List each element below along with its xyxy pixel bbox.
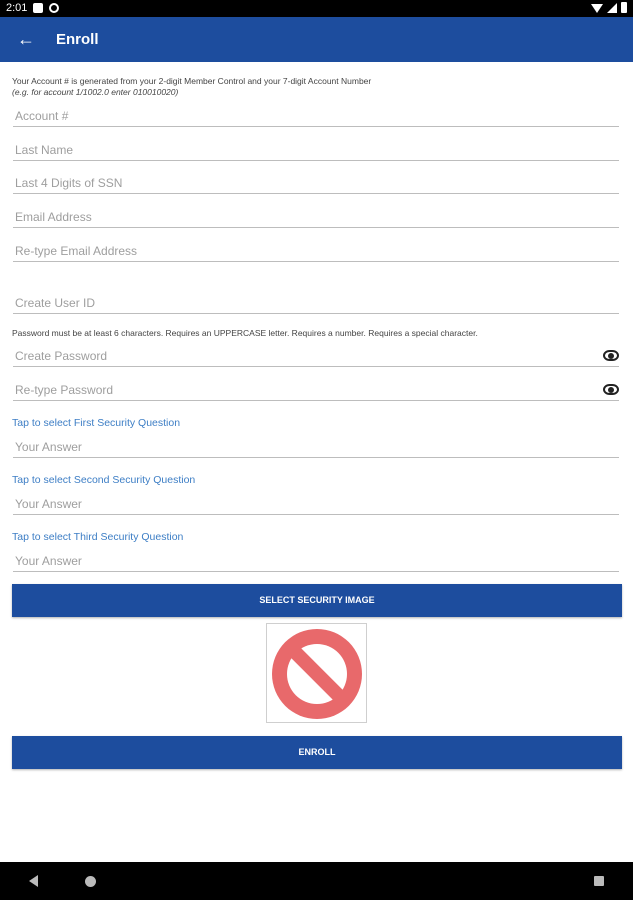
status-time: 2:01	[6, 2, 28, 14]
signal-icon	[607, 3, 617, 13]
arrow-left-icon: ←	[17, 28, 35, 49]
security-question-3-link[interactable]: Tap to select Third Security Question	[12, 531, 184, 543]
email-input[interactable]	[13, 210, 593, 224]
ssn-field	[13, 164, 619, 194]
retype-email-field	[13, 232, 619, 262]
account-field	[13, 97, 619, 127]
no-entry-icon	[272, 629, 362, 719]
retype-password-input[interactable]	[13, 383, 593, 397]
answer-3-field	[13, 542, 619, 572]
retype-email-input[interactable]	[13, 244, 593, 258]
security-question-2-link[interactable]: Tap to select Second Security Question	[12, 474, 196, 486]
password-note: Password must be at least 6 characters. Requires an UPPERCASE letter. Requires a number. Requires a special character.	[12, 328, 478, 338]
security-image[interactable]	[266, 623, 367, 723]
back-triangle-icon[interactable]	[29, 875, 38, 887]
select-security-image-button[interactable]: SELECT SECURITY IMAGE	[12, 584, 622, 617]
user-id-field	[13, 284, 619, 314]
answer-3-input[interactable]	[13, 554, 593, 568]
sim-icon	[33, 3, 43, 13]
home-circle-icon[interactable]	[85, 876, 96, 887]
recents-square-icon[interactable]	[594, 876, 604, 886]
account-example: (e.g. for account 1/1002.0 enter 010010020)	[12, 87, 179, 97]
status-bar	[0, 0, 633, 17]
sync-icon	[49, 3, 59, 13]
app-bar	[0, 17, 633, 62]
user-id-input[interactable]	[13, 296, 593, 310]
account-note: Your Account # is generated from your 2-digit Member Control and your 7-digit Account Number	[12, 76, 372, 86]
page-title: Enroll	[56, 31, 99, 48]
answer-1-field	[13, 428, 619, 458]
status-icons	[591, 2, 627, 13]
password-input[interactable]	[13, 349, 593, 363]
eye-icon[interactable]	[603, 350, 619, 361]
retype-password-field	[13, 371, 619, 401]
last-name-input[interactable]	[13, 143, 593, 157]
password-field	[13, 337, 619, 367]
eye-icon[interactable]	[603, 384, 619, 395]
back-button[interactable]	[14, 27, 38, 51]
enroll-button[interactable]: ENROLL	[12, 736, 622, 769]
email-field	[13, 198, 619, 228]
answer-2-field	[13, 485, 619, 515]
answer-2-input[interactable]	[13, 497, 593, 511]
wifi-icon	[591, 4, 603, 13]
ssn-input[interactable]	[13, 176, 593, 190]
last-name-field	[13, 131, 619, 161]
navigation-bar	[0, 862, 633, 900]
security-question-1-link[interactable]: Tap to select First Security Question	[12, 417, 181, 429]
battery-icon	[621, 2, 627, 13]
answer-1-input[interactable]	[13, 440, 593, 454]
account-input[interactable]	[13, 109, 593, 123]
